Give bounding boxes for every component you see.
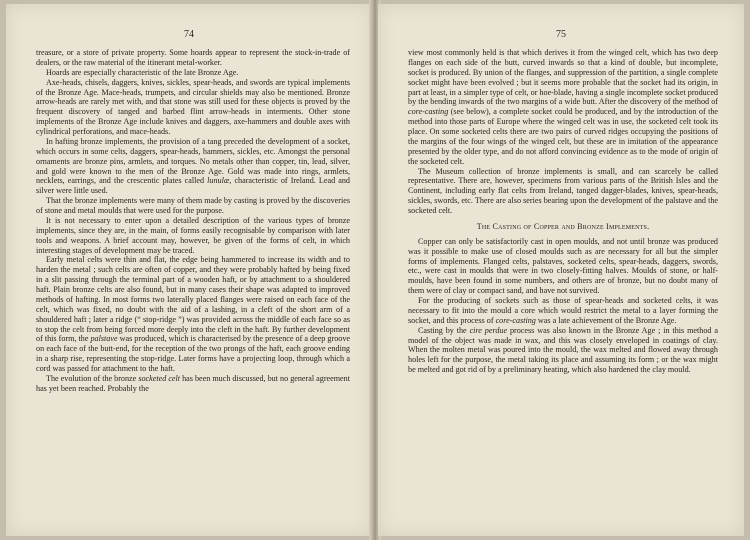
paragraph: The Museum collection of bronze implements is small, and can scarcely be called representative. There are, however, specimens from various parts of the British Isles and the Continent, including early flat celts from Ireland, tanged dagger-blades, knives, spear-heads, sickles, swords, etc. There are also series bearing upon the development of the palstave and the socketed celt. [408, 166, 718, 215]
paragraph: It is not necessary to enter upon a detailed description of the various types of bronze implements, since they are, in the main, of forms easily recognisable by comparison with later tools and weapons. A brief account may, however, be given of the forms of celt, in which interesting stages of development may be traced. [36, 215, 350, 255]
paragraph: treasure, or a store of private property. Some hoards appear to represent the stock-in-trade of dealers, or the raw material of the itinerant metal-worker. [36, 48, 350, 67]
paragraph: view most commonly held is that which derives it from the winged celt, which has two deep flanges on each side of the butt, curved inwards so that a kind of double, but incomplete, socket is produced. By union of the flanges, and suppression of the partition, a single complete socket might have been evolved ; but it seems more probable that the socket had its origin, in part at least, in a simpler type of celt, or hoe-blade, having a single incomplete socket produced by the bending inwards of the two margins of a wide butt. After the discovery of the method of core-casting (see below), a complete socket could be produced, and by the introduction of the method into those parts of Europe where the winged celt was in use, the socketed celt took its place. On some socketed celts there are two pairs of curved ridges occupying the positions of the margins of the four wings of the winged celt, but these are in imitation of the appearance presented by the older type, and do not afford convincing evidence as to the mode of origin of the socketed celt. [408, 48, 718, 166]
paragraph: That the bronze implements were many of them made by casting is proved by the discoveries of stone and metal moulds that were used for the purpose. [36, 196, 350, 215]
right-page [378, 4, 744, 536]
paragraph: Early metal celts were thin and flat, the edge being hammered to increase its width and to harden the metal ; such celts are often of copper, and they were probably hafted by being fixed in a slit passing through the terminal part of a wooden haft, or by attachment to a shouldered haft. Plain bronze celts are also found, but in many cases their shape was adapted to improved methods of hafting. In most forms two laterally placed flanges were raised on each face of the celt, which was fixed, no doubt with the aid of a lashing, in a cleft of the short arm of a shouldered haft ; later a ridge (“ stop-ridge ”) was provided across the middle of each face so as to stop the celt from being forced more deeply into the cleft in the haft. By further development of this form, the palstave was produced, which is characterised by the presence of a deep groove on each face of the butt-end, for the reception of the two prongs of the haft, each groove ending in a sharp rise, representing the stop-ridge. Later forms have a projecting loop, through which a cord was passed for attachment to the haft. [36, 255, 350, 373]
paragraph: Casting by the cire perdue process was also known in the Bronze Age ; in this method a model of the object was made in wax, and this was closely enveloped in coatings of clay. When the molten metal was poured into the mould, the wax melted and flowed away through holes left for the purpose, the metal taking its place and assuming its form ; or the wax might be melted and got rid of by a preliminary heating, which also hardened the clay mould. [408, 325, 718, 375]
page-body [36, 48, 350, 394]
paragraph: Hoards are especially characteristic of the late Bronze Age. [46, 67, 239, 77]
page-number: 74 [184, 29, 194, 40]
paragraph: For the producing of sockets such as those of spear-heads and socketed celts, it was necessary to fit into the mould a core which would restrict the metal to a layer forming the socket, and this process of core-casting was a late achievement of the Bronze Age. [408, 296, 718, 325]
paragraph: In hafting bronze implements, the provision of a tang preceded the development of a socket, which occurs in some celts, daggers, spear-heads, hammers, sickles, etc. Amongst the personal ornaments are bronze pins, armlets, and torques. No metals other than copper, tin, lead, silver, and gold were known to the men of the Bronze Age. Gold was made into rings, armlets, necklets, earrings, and the crescentic plates called lunulæ, characteristic of Ireland. Lead and silver were little used. [36, 136, 350, 196]
paragraph: The evolution of the bronze socketed celt has been much discussed, but no general agreement has yet been reached. Probably the [36, 373, 350, 393]
page-body [408, 48, 718, 375]
page-number: 75 [556, 29, 566, 40]
left-page [6, 4, 372, 536]
paragraph: Copper can only be satisfactorily cast in open moulds, and not until bronze was produced was it possible to make use of closed moulds such as are necessary for all but the simpler forms of implements. Flanged celts, palstaves, socketed celts, spear-heads, daggers, swords, etc., were cast in moulds that were in two closely-fitting halves. Moulds of stone, or half-moulds, have been found in some numbers, and others are of bronze, but no doubt many of them were of clay or compact sand, and have not survived. [408, 236, 718, 296]
section-heading: The Casting of Copper and Bronze Implements. [476, 221, 650, 231]
paragraph: Axe-heads, chisels, daggers, knives, sickles, spear-heads, and swords are typical implements of the Bronze Age. Mace-heads, trumpets, and circular shields may also be mentioned. Bronze arrow-heads are rarely met with, and that stone was still used for these objects is proved by the frequent discovery of tanged and barbed flint arrow-heads in interments. Other stone implements of the Bronze Age include knives and daggers, axe-hammers and double axes with cylindrical perforations, and mace-heads. [36, 77, 350, 136]
